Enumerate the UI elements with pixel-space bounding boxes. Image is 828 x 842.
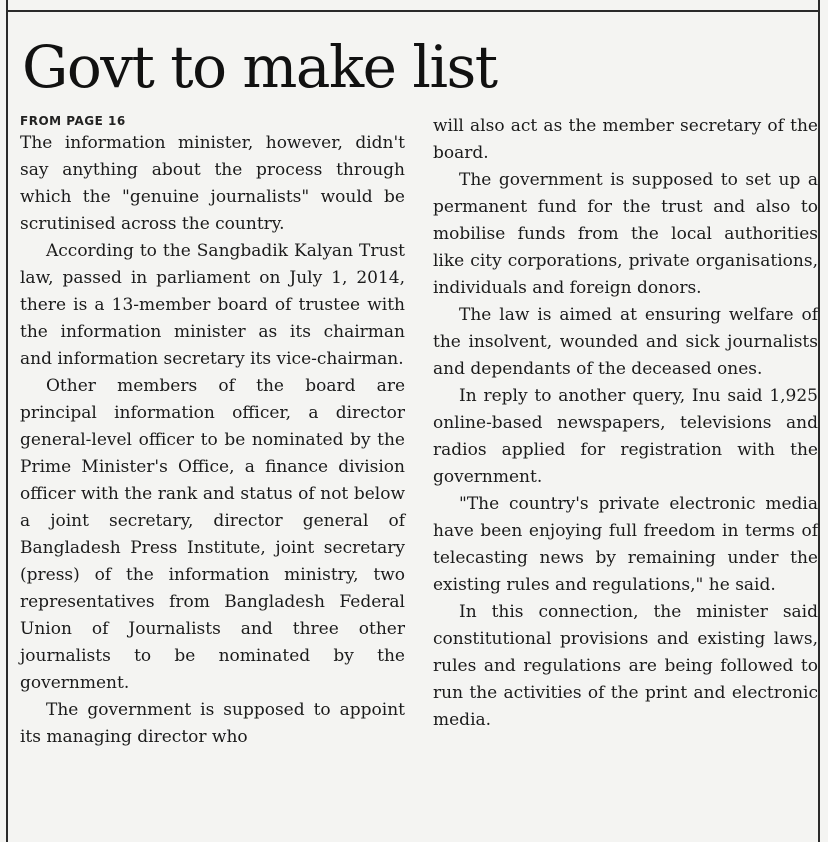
paragraph: The government is supposed to set up a permanent fund for the trust and also to mobilise funds from the local authorities like city corporations, private organisations, individuals and foreign donors.: [433, 170, 818, 298]
kicker-from-page: FROM PAGE 16: [20, 114, 126, 128]
paragraph: In reply to another query, Inu said 1,925 online-based newspapers, televisions and radios applied for registration with the government.: [433, 386, 818, 487]
paragraph: The law is aimed at ensuring welfare of the insolvent, wounded and sick journalists and dependants of the deceased ones.: [433, 305, 818, 379]
paragraph: Other members of the board are principal information officer, a director general-level officer to be nominated by the Prime Minister's Office, a finance division officer with the rank and status of not below a joint secretary, director general of Bangladesh Press Institute, joint secretary (press) of the information ministry, two representatives from Bangladesh Federal Union of Journalists and three other journalists to be nominated by the government.: [20, 376, 405, 693]
paragraph: According to the Sangbadik Kalyan Trust law, passed in parliament on July 1, 2014, there is a 13-member board of trustee with the information minister as its chairman and information secretary its vice-chairman.: [20, 241, 405, 369]
paragraph: "The country's private electronic media have been enjoying full freedom in terms of telecasting news by remaining under the existing rules and regulations," he said.: [433, 494, 818, 595]
paragraph: The government is supposed to appoint its managing director who: [20, 700, 405, 747]
paragraph: The information minister, however, didn't say anything about the process through which the "genuine journalists" would be scrutinised across the country.: [20, 133, 405, 234]
paragraph-continued: will also act as the member secretary of the board.: [433, 116, 818, 163]
paragraph: In this connection, the minister said constitutional provisions and existing laws, rules and regulations are being followed to run the activities of the print and electronic media.: [433, 602, 818, 730]
right-column: [433, 113, 818, 734]
left-column: [20, 113, 405, 751]
right-column-rule: [818, 0, 820, 842]
top-rule: [6, 10, 819, 12]
left-column-rule: [6, 0, 8, 842]
headline: Govt to make list: [22, 33, 497, 101]
